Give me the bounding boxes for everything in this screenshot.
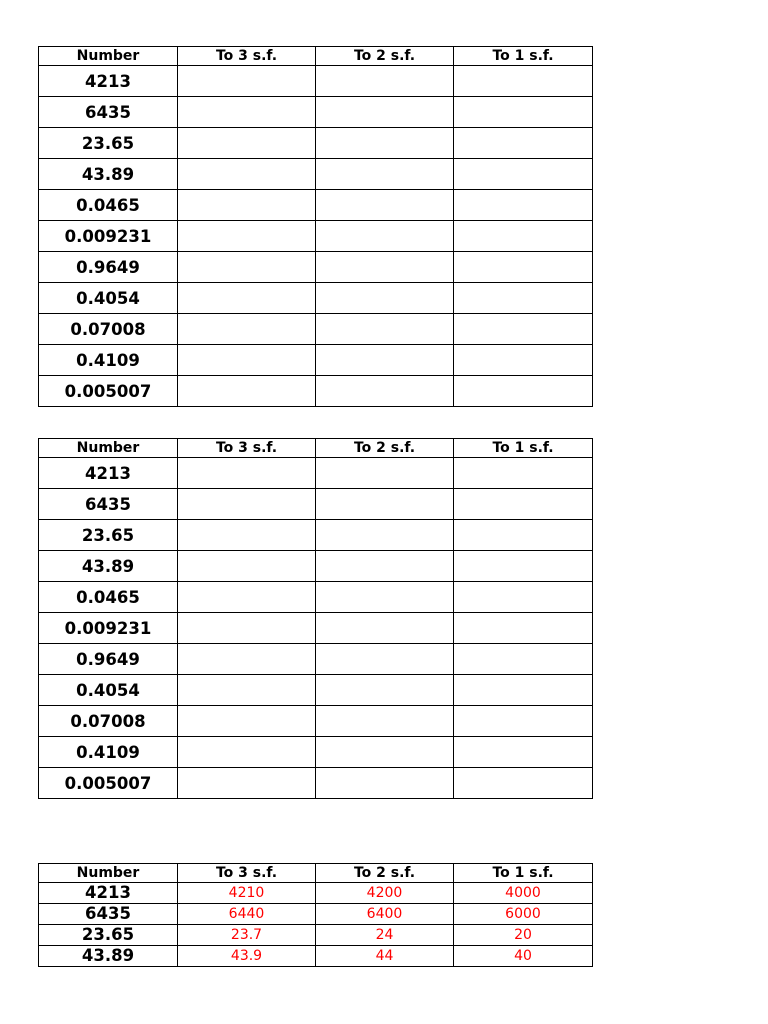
header-row xyxy=(39,439,593,458)
answer-cell-1sf[interactable] xyxy=(454,675,593,706)
table-row xyxy=(39,520,593,551)
number-cell: 0.0465 xyxy=(39,582,178,613)
table-row xyxy=(39,582,593,613)
answer-cell-1sf[interactable] xyxy=(454,66,593,97)
worksheet-table-2 xyxy=(38,438,593,799)
answer-cell-2sf[interactable] xyxy=(316,675,454,706)
header-2sf: To 2 s.f. xyxy=(316,439,454,458)
number-cell: 0.4109 xyxy=(39,737,178,768)
answer-2sf: 6400 xyxy=(316,904,454,925)
number-cell: 43.89 xyxy=(39,159,178,190)
number-cell: 0.009231 xyxy=(39,613,178,644)
answer-cell-1sf[interactable] xyxy=(454,283,593,314)
header-2sf: To 2 s.f. xyxy=(316,47,454,66)
table-row xyxy=(39,190,593,221)
answer-cell-3sf[interactable] xyxy=(178,737,316,768)
table-row xyxy=(39,551,593,582)
table-row xyxy=(39,159,593,190)
number-cell: 0.005007 xyxy=(39,768,178,799)
answer-cell-2sf[interactable] xyxy=(316,66,454,97)
answer-cell-2sf[interactable] xyxy=(316,737,454,768)
answer-2sf: 24 xyxy=(316,925,454,946)
answer-cell-1sf[interactable] xyxy=(454,376,593,407)
answer-cell-3sf[interactable] xyxy=(178,458,316,489)
number-cell: 0.9649 xyxy=(39,644,178,675)
answer-1sf: 40 xyxy=(454,946,593,967)
answer-cell-1sf[interactable] xyxy=(454,314,593,345)
answer-cell-3sf[interactable] xyxy=(178,159,316,190)
answer-cell-2sf[interactable] xyxy=(316,159,454,190)
answer-cell-1sf[interactable] xyxy=(454,345,593,376)
answer-cell-3sf[interactable] xyxy=(178,706,316,737)
answer-cell-2sf[interactable] xyxy=(316,551,454,582)
table-row xyxy=(39,644,593,675)
answer-cell-1sf[interactable] xyxy=(454,706,593,737)
table-row xyxy=(39,883,593,904)
answer-cell-3sf[interactable] xyxy=(178,675,316,706)
table-row xyxy=(39,768,593,799)
table-row xyxy=(39,946,593,967)
table-row xyxy=(39,252,593,283)
answer-cell-2sf[interactable] xyxy=(316,644,454,675)
table-row xyxy=(39,345,593,376)
number-cell: 0.9649 xyxy=(39,252,178,283)
header-row xyxy=(39,47,593,66)
number-cell: 0.4054 xyxy=(39,283,178,314)
answer-cell-2sf[interactable] xyxy=(316,582,454,613)
number-cell: 6435 xyxy=(39,904,178,925)
answer-cell-2sf[interactable] xyxy=(316,613,454,644)
number-cell: 0.07008 xyxy=(39,314,178,345)
header-number: Number xyxy=(39,864,178,883)
answer-cell-3sf[interactable] xyxy=(178,551,316,582)
header-3sf: To 3 s.f. xyxy=(178,439,316,458)
table-row xyxy=(39,314,593,345)
answer-cell-3sf[interactable] xyxy=(178,644,316,675)
answer-cell-3sf[interactable] xyxy=(178,613,316,644)
header-number: Number xyxy=(39,439,178,458)
header-1sf: To 1 s.f. xyxy=(454,47,593,66)
table-row xyxy=(39,376,593,407)
answer-cell-3sf[interactable] xyxy=(178,66,316,97)
answer-cell-3sf[interactable] xyxy=(178,252,316,283)
answer-cell-1sf[interactable] xyxy=(454,613,593,644)
table-row xyxy=(39,128,593,159)
answer-cell-2sf[interactable] xyxy=(316,458,454,489)
answer-cell-1sf[interactable] xyxy=(454,221,593,252)
answer-cell-2sf[interactable] xyxy=(316,128,454,159)
answer-cell-3sf[interactable] xyxy=(178,283,316,314)
answer-cell-1sf[interactable] xyxy=(454,128,593,159)
header-1sf: To 1 s.f. xyxy=(454,439,593,458)
header-1sf: To 1 s.f. xyxy=(454,864,593,883)
answer-cell-3sf[interactable] xyxy=(178,128,316,159)
number-cell: 6435 xyxy=(39,97,178,128)
table-row xyxy=(39,66,593,97)
answer-cell-1sf[interactable] xyxy=(454,520,593,551)
header-3sf: To 3 s.f. xyxy=(178,864,316,883)
table-row xyxy=(39,904,593,925)
answer-cell-2sf[interactable] xyxy=(316,489,454,520)
number-cell: 4213 xyxy=(39,458,178,489)
answer-cell-2sf[interactable] xyxy=(316,190,454,221)
table-row xyxy=(39,675,593,706)
answer-2sf: 4200 xyxy=(316,883,454,904)
answer-cell-2sf[interactable] xyxy=(316,314,454,345)
answer-cell-1sf[interactable] xyxy=(454,551,593,582)
table-row xyxy=(39,737,593,768)
answer-3sf: 6440 xyxy=(178,904,316,925)
number-cell: 6435 xyxy=(39,489,178,520)
header-3sf: To 3 s.f. xyxy=(178,47,316,66)
answer-3sf: 23.7 xyxy=(178,925,316,946)
answer-cell-2sf[interactable] xyxy=(316,221,454,252)
header-2sf: To 2 s.f. xyxy=(316,864,454,883)
answer-cell-3sf[interactable] xyxy=(178,376,316,407)
answer-3sf: 43.9 xyxy=(178,946,316,967)
answer-cell-2sf[interactable] xyxy=(316,283,454,314)
number-cell: 0.009231 xyxy=(39,221,178,252)
answer-cell-1sf[interactable] xyxy=(454,252,593,283)
table-row xyxy=(39,489,593,520)
answer-cell-3sf[interactable] xyxy=(178,520,316,551)
answer-cell-3sf[interactable] xyxy=(178,97,316,128)
number-cell: 23.65 xyxy=(39,520,178,551)
number-cell: 0.005007 xyxy=(39,376,178,407)
answer-cell-1sf[interactable] xyxy=(454,582,593,613)
answer-2sf: 44 xyxy=(316,946,454,967)
answer-cell-2sf[interactable] xyxy=(316,345,454,376)
answer-3sf: 4210 xyxy=(178,883,316,904)
answer-1sf: 6000 xyxy=(454,904,593,925)
answer-cell-1sf[interactable] xyxy=(454,768,593,799)
number-cell: 0.4054 xyxy=(39,675,178,706)
answer-cell-1sf[interactable] xyxy=(454,190,593,221)
answer-cell-1sf[interactable] xyxy=(454,737,593,768)
answer-cell-2sf[interactable] xyxy=(316,706,454,737)
number-cell: 4213 xyxy=(39,883,178,904)
header-number: Number xyxy=(39,47,178,66)
number-cell: 0.07008 xyxy=(39,706,178,737)
header-row xyxy=(39,864,593,883)
number-cell: 23.65 xyxy=(39,128,178,159)
table-row xyxy=(39,925,593,946)
answer-cell-1sf[interactable] xyxy=(454,97,593,128)
answer-cell-2sf[interactable] xyxy=(316,376,454,407)
answer-cell-3sf[interactable] xyxy=(178,221,316,252)
answer-cell-2sf[interactable] xyxy=(316,768,454,799)
table-row xyxy=(39,97,593,128)
answer-cell-3sf[interactable] xyxy=(178,345,316,376)
table-row xyxy=(39,613,593,644)
answer-cell-1sf[interactable] xyxy=(454,458,593,489)
table-row xyxy=(39,221,593,252)
number-cell: 43.89 xyxy=(39,946,178,967)
answer-cell-3sf[interactable] xyxy=(178,190,316,221)
number-cell: 0.0465 xyxy=(39,190,178,221)
answer-cell-2sf[interactable] xyxy=(316,252,454,283)
answer-cell-2sf[interactable] xyxy=(316,520,454,551)
answer-cell-3sf[interactable] xyxy=(178,314,316,345)
table-row xyxy=(39,706,593,737)
answer-cell-3sf[interactable] xyxy=(178,768,316,799)
answer-cell-1sf[interactable] xyxy=(454,644,593,675)
answer-cell-2sf[interactable] xyxy=(316,97,454,128)
table-row xyxy=(39,283,593,314)
answer-cell-3sf[interactable] xyxy=(178,582,316,613)
number-cell: 43.89 xyxy=(39,551,178,582)
answer-cell-1sf[interactable] xyxy=(454,489,593,520)
answer-cell-3sf[interactable] xyxy=(178,489,316,520)
number-cell: 0.4109 xyxy=(39,345,178,376)
number-cell: 4213 xyxy=(39,66,178,97)
number-cell: 23.65 xyxy=(39,925,178,946)
table-row xyxy=(39,458,593,489)
answers-table xyxy=(38,863,593,967)
worksheet-table-1 xyxy=(38,46,593,407)
answer-1sf: 20 xyxy=(454,925,593,946)
answer-1sf: 4000 xyxy=(454,883,593,904)
answer-cell-1sf[interactable] xyxy=(454,159,593,190)
